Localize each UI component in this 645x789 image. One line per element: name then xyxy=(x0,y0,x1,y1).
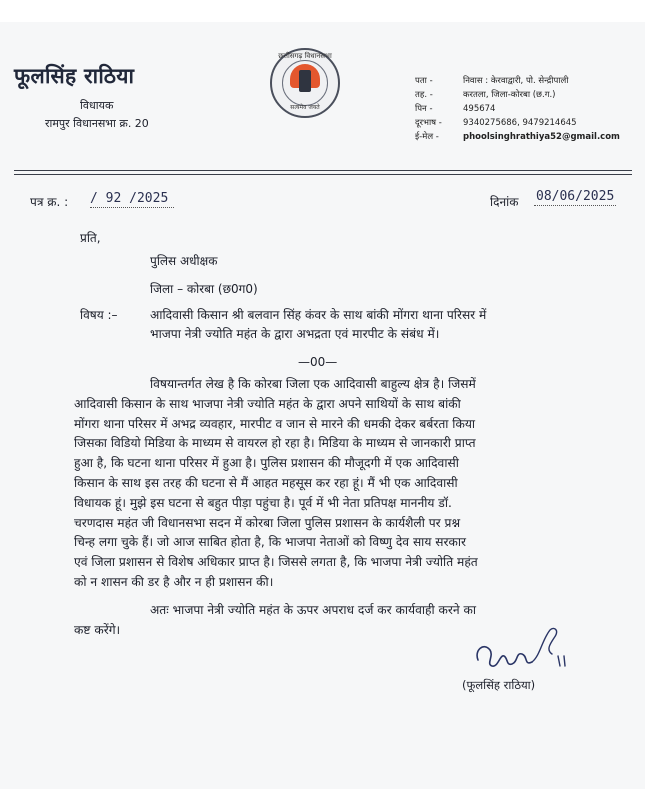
tehsil-label: तह. - xyxy=(415,90,433,100)
subject-text xyxy=(150,306,486,344)
date-value: 08/06/2025 xyxy=(536,189,615,204)
subject-label: विषय :– xyxy=(80,308,118,322)
phone-value: 9340275686, 9479214645 xyxy=(463,118,577,128)
letterhead-divider xyxy=(14,170,632,171)
body-line: चिन्ह लगा चुके हैं। जो आज साबित होता है, कि भाजपा नेताओं को विष्णु देव साय सरकार xyxy=(74,535,467,550)
body-line: चरणदास महंत जी विधानसभा सदन में कोरबा जिला पुलिस प्रशासन के कार्यशैली पर प्रश्न xyxy=(74,515,461,530)
ref-label: पत्र क्र. : xyxy=(30,195,69,209)
email-value: phoolsinghrathiya52@gmail.com xyxy=(463,132,620,142)
assembly-seal-icon xyxy=(270,48,340,118)
letterhead-constituency: रामपुर विधानसभा क्र. 20 xyxy=(45,117,149,130)
body-line: जिसका विडियो मिडिया के माध्यम से वायरल हो रहा है। मिडिया के माध्यम से जानकारी प्राप्त xyxy=(74,436,476,451)
body-line: को न शासन की डर है और न ही प्रशासन की। xyxy=(74,574,274,589)
address-label: पता - xyxy=(415,76,433,86)
signatory-name: (फूलसिंह राठिया) xyxy=(462,678,536,692)
pin-label: पिन - xyxy=(415,104,433,114)
body-paragraph xyxy=(74,375,584,593)
separator: —00— xyxy=(298,355,338,369)
phone-label: दूरभाष - xyxy=(415,118,442,128)
pin-value: 495674 xyxy=(463,104,496,114)
subject-line: भाजपा नेत्री ज्योति महंत के द्वारा अभद्रता एवं मारपीट के संबंध में। xyxy=(150,327,440,341)
body-line: विधायक हूं। मुझे इस घटना से बहुत पीड़ा पहुंचा है। पूर्व में भी नेता प्रतिपक्ष माननीय डॉ. xyxy=(74,495,452,510)
top-margin xyxy=(0,0,645,22)
request-line: कष्ट करेंगे। xyxy=(74,622,121,637)
handwritten-signature xyxy=(470,620,570,680)
body-line: एवं जिला प्रशासन से विशेष अधिकार प्राप्त है। जिससे लगता है, कि भाजपा नेत्री ज्योति महंत xyxy=(74,555,478,570)
address-value: निवास : केरवाद्वारी, पो. सेन्द्रीपाली xyxy=(463,76,569,86)
prati-label: प्रति, xyxy=(80,231,101,245)
seal-bottom-text: सत्यमेव जयते xyxy=(290,104,320,111)
body-line: विषयान्तर्गत लेख है कि कोरबा जिला एक आदिवासी बाहुल्य क्षेत्र है। जिसमें xyxy=(150,377,476,391)
tehsil-value: करतला, जिला-कोरबा (छ.ग.) xyxy=(463,90,556,100)
body-line: हुआ है, कि घटना थाना परिसर में हुआ है। पुलिस प्रशासन की मौजूदगी में एक आदिवासी xyxy=(74,456,459,471)
recipient-district: जिला – कोरबा (छ0ग0) xyxy=(150,282,258,296)
body-line: किसान के साथ इस तरह की घटना से मैं आहत महसूस कर रहा हूं। मैं भी एक आदिवासी xyxy=(74,475,458,490)
letterhead-name: फूलसिंह राठिया xyxy=(14,64,135,88)
recipient-title: पुलिस अधीक्षक xyxy=(150,254,218,268)
subject-line: आदिवासी किसान श्री बलवान सिंह कंवर के साथ बांकी मोंगरा थाना परिसर में xyxy=(150,308,487,322)
ref-number: / 92 /2025 xyxy=(90,191,174,208)
email-label: ई-मेल - xyxy=(415,132,439,142)
body-line: आदिवासी किसान के साथ भाजपा नेत्री ज्योति महंत के द्वारा अपने साथियों के साथ बांकी xyxy=(74,396,461,411)
request-line: अतः भाजपा नेत्री ज्योति महंत के ऊपर अपराध दर्ज कर कार्यवाही करने का xyxy=(150,603,477,617)
letterhead-divider-secondary xyxy=(14,174,632,175)
address-block xyxy=(415,74,635,154)
seal-top-text: छत्तीसगढ़ विधानसभा xyxy=(278,52,332,60)
body-line: मोंगरा थाना परिसर में अभद्र व्यवहार, मारपीट व जान से मारने की धमकी देकर बर्बरता किया xyxy=(74,416,476,431)
date-label: दिनांक xyxy=(490,195,519,209)
letterhead-designation: विधायक xyxy=(80,99,114,112)
